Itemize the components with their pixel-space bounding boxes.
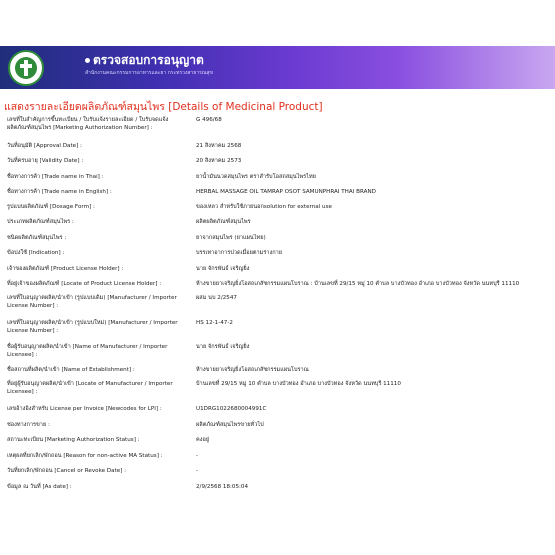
row-label: รูปแบบผลิตภัณฑ์ [Dosage Form] : — [7, 204, 95, 210]
row-label: เลขที่ใบอนุญาตผลิต/นำเข้า (รูปแบบเดิม) [Manufacturer / Importer License Number] : — [7, 295, 177, 309]
row-value: G 496/68 — [196, 117, 222, 123]
row-value: ห้างขายยาเจริญยิ่งโอสถเภสัชกรรมแผนโบราณ : บ้านเลขที่ 29/15 หมู่ 10 ตำบล บางบัวทอง อำเภอ บางบัวทอง จังหวัด นนทบุรี 11110 — [196, 281, 520, 287]
row-label: ที่อยู่ผู้รับอนุญาตผลิต/นำเข้า [Locate of Manufacturer / Importer Licensee] : — [7, 381, 173, 395]
row-label: ข้อบ่งใช้ [Indication] : — [7, 250, 65, 256]
row-value: 2/9/2568 18:05:04 — [196, 484, 249, 490]
row-value: 20 สิงหาคม 2573 — [196, 158, 242, 164]
row-label: เลขที่ใบสำคัญการขึ้นทะเบียน / ใบรับแจ้งรายละเอียด / ใบรับจดแจ้ง ผลิตภัณฑ์สมุนไพร [Marketing Authorization Number] : — [7, 117, 169, 131]
row-value: นาย จักรพันธ์ เจริญยิ่ง — [196, 344, 250, 350]
row-label: วันที่ยกเลิก/พักถอน [Cancel or Revoke Date] : — [7, 468, 127, 474]
row-value: นาย จักรพันธ์ เจริญยิ่ง — [196, 266, 250, 272]
row-label: เลขอ้างอิงสำหรับ License per Invoice [Newcodes for LPI] : — [7, 406, 162, 412]
row-value: HS 12-1-47-2 — [196, 320, 233, 326]
row-label: เลขที่ใบอนุญาตผลิต/นำเข้า (รูปแบบใหม่) [Manufacturer / Importer License Number] : — [7, 320, 178, 334]
row-value: 21 สิงหาคม 2568 — [196, 143, 242, 149]
header-subtitle: สำนักงานคณะกรรมการอาหารและยา กระทรวงสาธารณสุข — [85, 70, 213, 76]
row-label: ข้อมูล ณ วันที่ [As date] : — [7, 484, 72, 490]
row-label: ที่อยู่เจ้าของผลิตภัณฑ์ [Locate of Product License Holder] : — [7, 281, 162, 287]
row-value: ยาจากสมุนไพร (ยาแผนไทย) — [196, 235, 266, 241]
row-value: HERBAL MASSAGE OIL TAMRAP OSOT SAMUNPHRAI THAI BRAND — [196, 189, 376, 195]
row-value: ผลิตผลิตภัณฑ์สมุนไพร — [196, 219, 251, 225]
row-label: ชื่อผู้รับอนุญาตผลิต/นำเข้า [Name of Manufacturer / Importer Licensee] : — [7, 344, 168, 358]
row-value: ยาน้ำมันนวดสมุนไพร ตราสำรับโอสถสมุนไพรไทย — [196, 174, 316, 180]
page-title: แสดงรายละเอียดผลิตภัณฑ์สมุนไพร [Details of Medicinal Product] — [4, 101, 323, 113]
row-label: วันที่อนุมัติ [Approval Date] : — [7, 143, 82, 149]
row-label: ประเภทผลิตภัณฑ์สมุนไพร : — [7, 219, 74, 225]
row-value: ของเหลว สำหรับใช้ภายนอกsolution for external use — [196, 204, 332, 210]
row-label: ชื่อทางการค้า [Trade name in English] : — [7, 189, 112, 195]
row-value: บรรเทาอาการปวดเมื่อยตามร่างกาย — [196, 250, 283, 256]
row-label: ชนิดผลิตภัณฑ์สมุนไพร : — [7, 235, 67, 241]
row-value: ห้างขายยาเจริญยิ่งโอสถเภสัชกรรมแผนโบราณ — [196, 367, 309, 373]
row-label: เจ้าของผลิตภัณฑ์ [Product License Holder] : — [7, 266, 124, 272]
header-title: ตรวจสอบการอนุญาต — [93, 53, 204, 67]
row-label: ช่องทางการขาย : — [7, 422, 50, 428]
row-value: - — [196, 453, 199, 459]
header-banner — [0, 46, 555, 89]
row-value: ผลิตภัณฑ์สมุนไพรขายทั่วไป — [196, 422, 264, 428]
row-label: ชื่อทางการค้า [Trade name in Thai] : — [7, 174, 104, 180]
ministry-logo-icon — [8, 50, 44, 86]
row-value: บ้านเลขที่ 29/15 หมู่ 10 ตำบล บางบัวทอง อำเภอ บางบัวทอง จังหวัด นนทบุรี 11110 — [196, 381, 401, 387]
row-label: เหตุผลที่ยกเลิก/พักถอน [Reason for non-active MA Status] : — [7, 453, 163, 459]
row-value: คงอยู่ — [196, 437, 210, 443]
row-label: สถานะทะเบียน [Marketing Authorization Status] : — [7, 437, 140, 443]
row-label: ชื่อสถานที่ผลิต/นำเข้า [Name of Establishment] : — [7, 367, 135, 373]
row-value: - — [196, 468, 199, 474]
bullet-icon — [85, 58, 90, 63]
row-value: U1DRG1022680004991C — [196, 406, 267, 412]
row-label: วันที่ครบอายุ [Validity Date] : — [7, 158, 84, 164]
row-value: ผสม นบ 2/2547 — [196, 295, 237, 301]
